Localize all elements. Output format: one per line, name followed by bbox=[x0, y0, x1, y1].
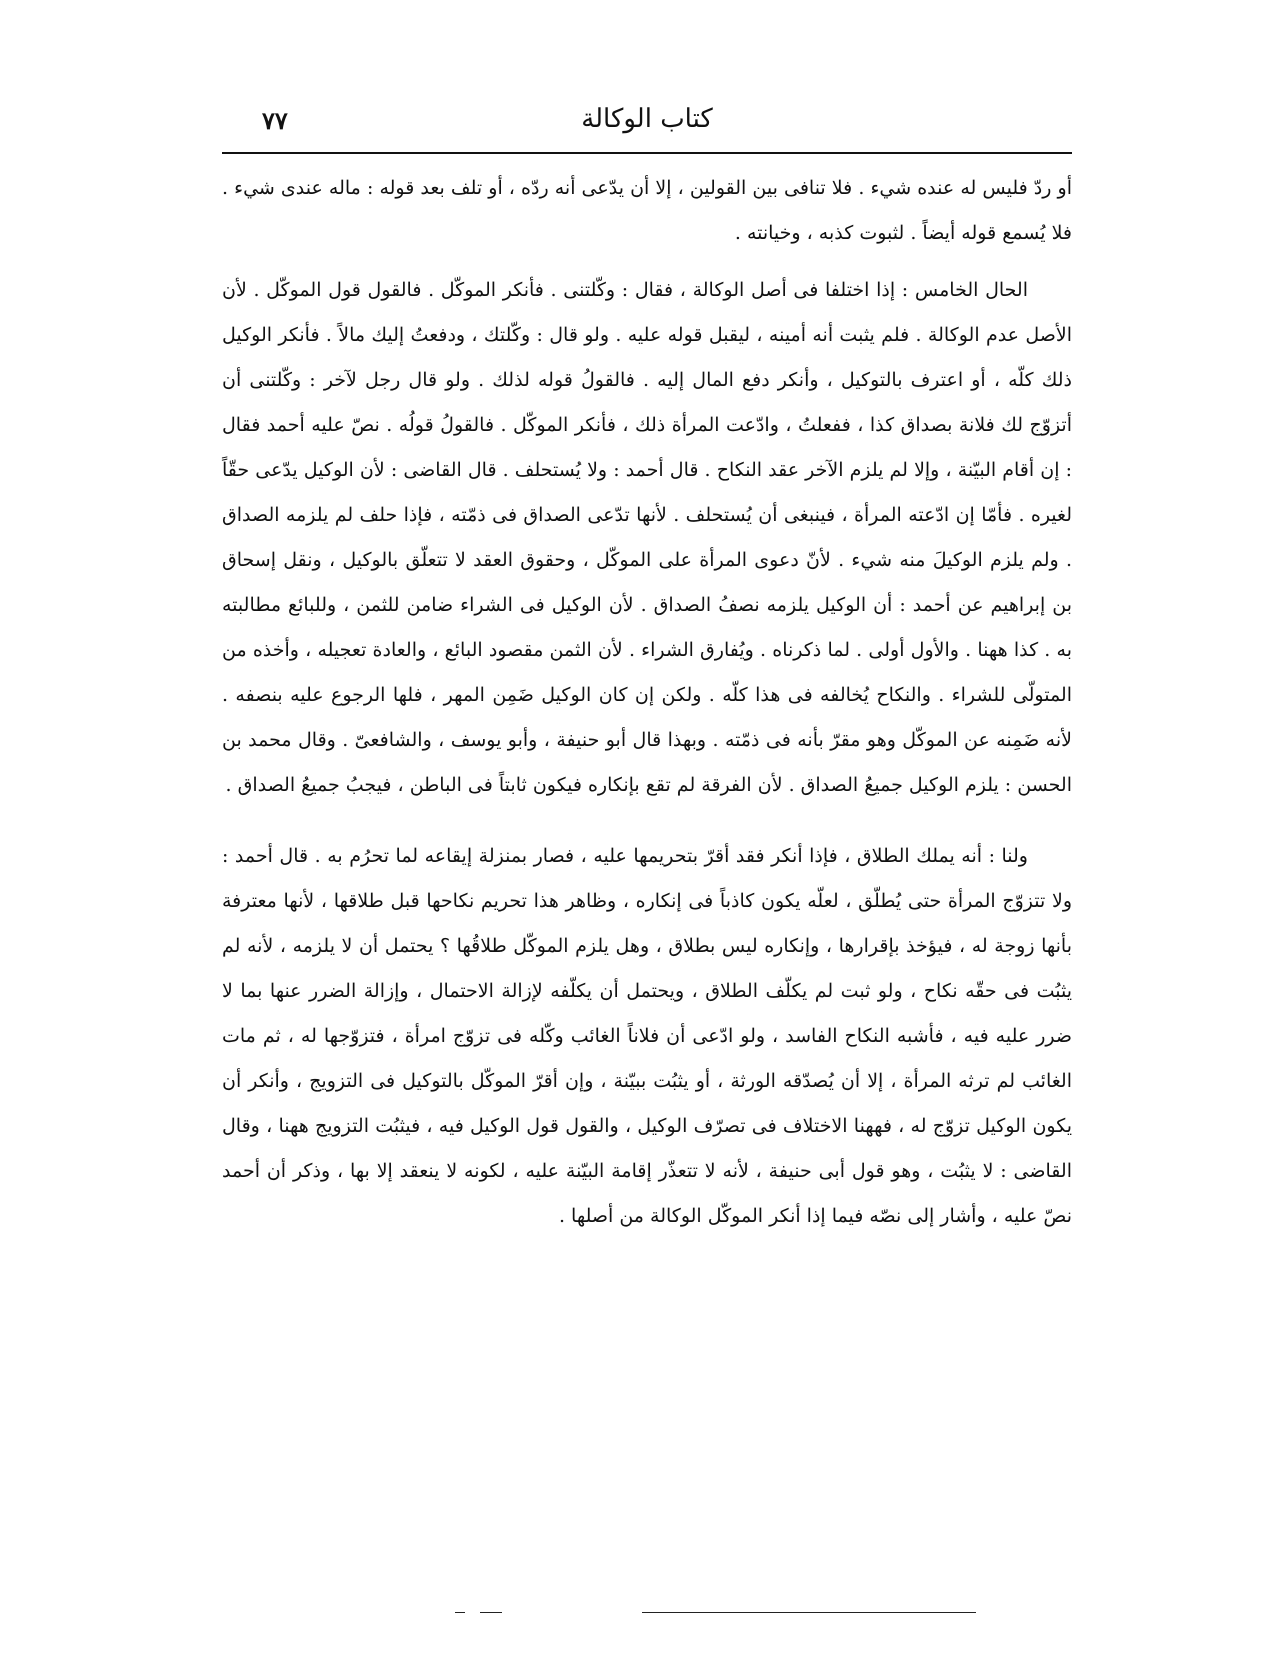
page-header bbox=[222, 100, 1072, 150]
footer-dash bbox=[480, 1612, 502, 1613]
paragraph-fifth-case: الحال الخامس : إذا اختلفا فى أصل الوكالة ، فقال : وكّلتنى . فأنكر الموكّل . فالقول قول الموكّل . لأن الأصل عدم الوكالة . فلم يثبت أنه أمينه ، ليقبل قوله عليه . ولو قال : وكّلتك ، ودفعتُ إليك مالاً . فأنكر الوكيل ذلك كلّه ، أو اعترف بالتوكيل ، وأنكر دفع المال إليه . فالقولُ قوله لذلك . ولو قال رجل لآخر : وكّلتنى أن أتزوّج لك فلانة بصداق كذا ، ففعلتُ ، وادّعت المرأة ذلك ، فأنكر الموكّل . فالقولُ قولُه . نصّ عليه أحمد فقال : إن أقام البيّنة ، وإلا لم يلزم الآخر عقد النكاح . قال أحمد : ولا يُستحلف . قال القاضى : لأن الوكيل يدّعى حقّاً لغيره . فأمّا إن ادّعته المرأة ، فينبغى أن يُستحلف . لأنها تدّعى الصداق فى ذمّته ، فإذا حلف لم يلزمه الصداق . ولم يلزم الوكيلَ منه شيء . لأنّ دعوى المرأة على الموكّل ، وحقوق العقد لا تتعلّق بالوكيل ، ونقل إسحاق بن إبراهيم عن أحمد : أن الوكيل يلزمه نصفُ الصداق . لأن الوكيل فى الشراء ضامن للثمن ، وللبائع مطالبته به . كذا ههنا . والأول أولى . لما ذكرناه . ويُفارق الشراء . لأن الثمن مقصود البائع ، والعادة تعجيله ، وأخذه من المتولّى للشراء . والنكاح يُخالفه فى هذا كلّه . ولكن إن كان الوكيل ضَمِن المهر ، فلها الرجوع عليه بنصفه . لأنه ضَمِنه عن الموكّل وهو مقرّ بأنه فى ذمّته . وبهذا قال أبو حنيفة ، وأبو يوسف ، والشافعىّ . وقال محمد بن الحسن : يلزم الوكيل جميعُ الصداق . لأن الفرقة لم تقع بإنكاره فيكون ثابتاً فى الباطن ، فيجبُ جميعُ الصداق . bbox=[222, 279, 1072, 796]
footer-dash bbox=[455, 1612, 465, 1613]
paragraph-continuation: أو ردّ فليس له عنده شيء . فلا تنافى بين القولين ، إلا أن يدّعى أنه ردّه ، أو تلف بعد قوله : ماله عندى شيء . فلا يُسمع قوله أيضاً . لثبوت كذبه ، وخيانته . bbox=[222, 177, 1072, 244]
paragraph-our-argument: ولنا : أنه يملك الطلاق ، فإذا أنكر فقد أقرّ بتحريمها عليه ، فصار بمنزلة إيقاعه لما تحرُم به . قال أحمد : ولا تتزوّج المرأة حتى يُطلّق ، لعلّه يكون كاذباً فى إنكاره ، وظاهر هذا تحريم نكاحها قبل طلاقها ، لأنها معترفة بأنها زوجة له ، فيؤخذ بإقرارها ، وإنكاره ليس بطلاق ، وهل يلزم الموكّل طلاقُها ؟ يحتمل أن لا يلزمه ، لأنه لم يثبُت فى حقّه نكاح ، ولو ثبت لم يكلّف الطلاق ، ويحتمل أن يكلّفه لإزالة الاحتمال ، وإزالة الضرر عنها بما لا ضرر عليه فيه ، فأشبه النكاح الفاسد ، ولو ادّعى أن فلاناً الغائب وكّله فى تزوّج امرأة ، فتزوّجها له ، ثم مات الغائب لم ترثه المرأة ، إلا أن يُصدّقه الورثة ، أو يثبُت ببيّنة ، وإن أقرّ الموكّل بالتوكيل فى التزويج ، وأنكر أن يكون الوكيل تزوّج له ، فههنا الاختلاف فى تصرّف الوكيل ، والقول قول الوكيل فيه ، فيثبُت التزويج ههنا ، وقال القاضى : لا يثبُت ، وهو قول أبى حنيفة ، لأنه لا تتعذّر إقامة البيّنة عليه ، لكونه لا ينعقد إلا بها ، وذكر أن أحمد نصّ عليه ، وأشار إلى نصّه فيما إذا أنكر الموكّل الوكالة من أصلها . bbox=[222, 845, 1072, 1227]
running-title: كتاب الوكالة bbox=[581, 104, 713, 134]
header-divider bbox=[222, 152, 1072, 154]
page-body bbox=[222, 166, 1072, 1239]
page-number: ٧٧ bbox=[262, 106, 288, 135]
footer-divider bbox=[642, 1612, 976, 1613]
